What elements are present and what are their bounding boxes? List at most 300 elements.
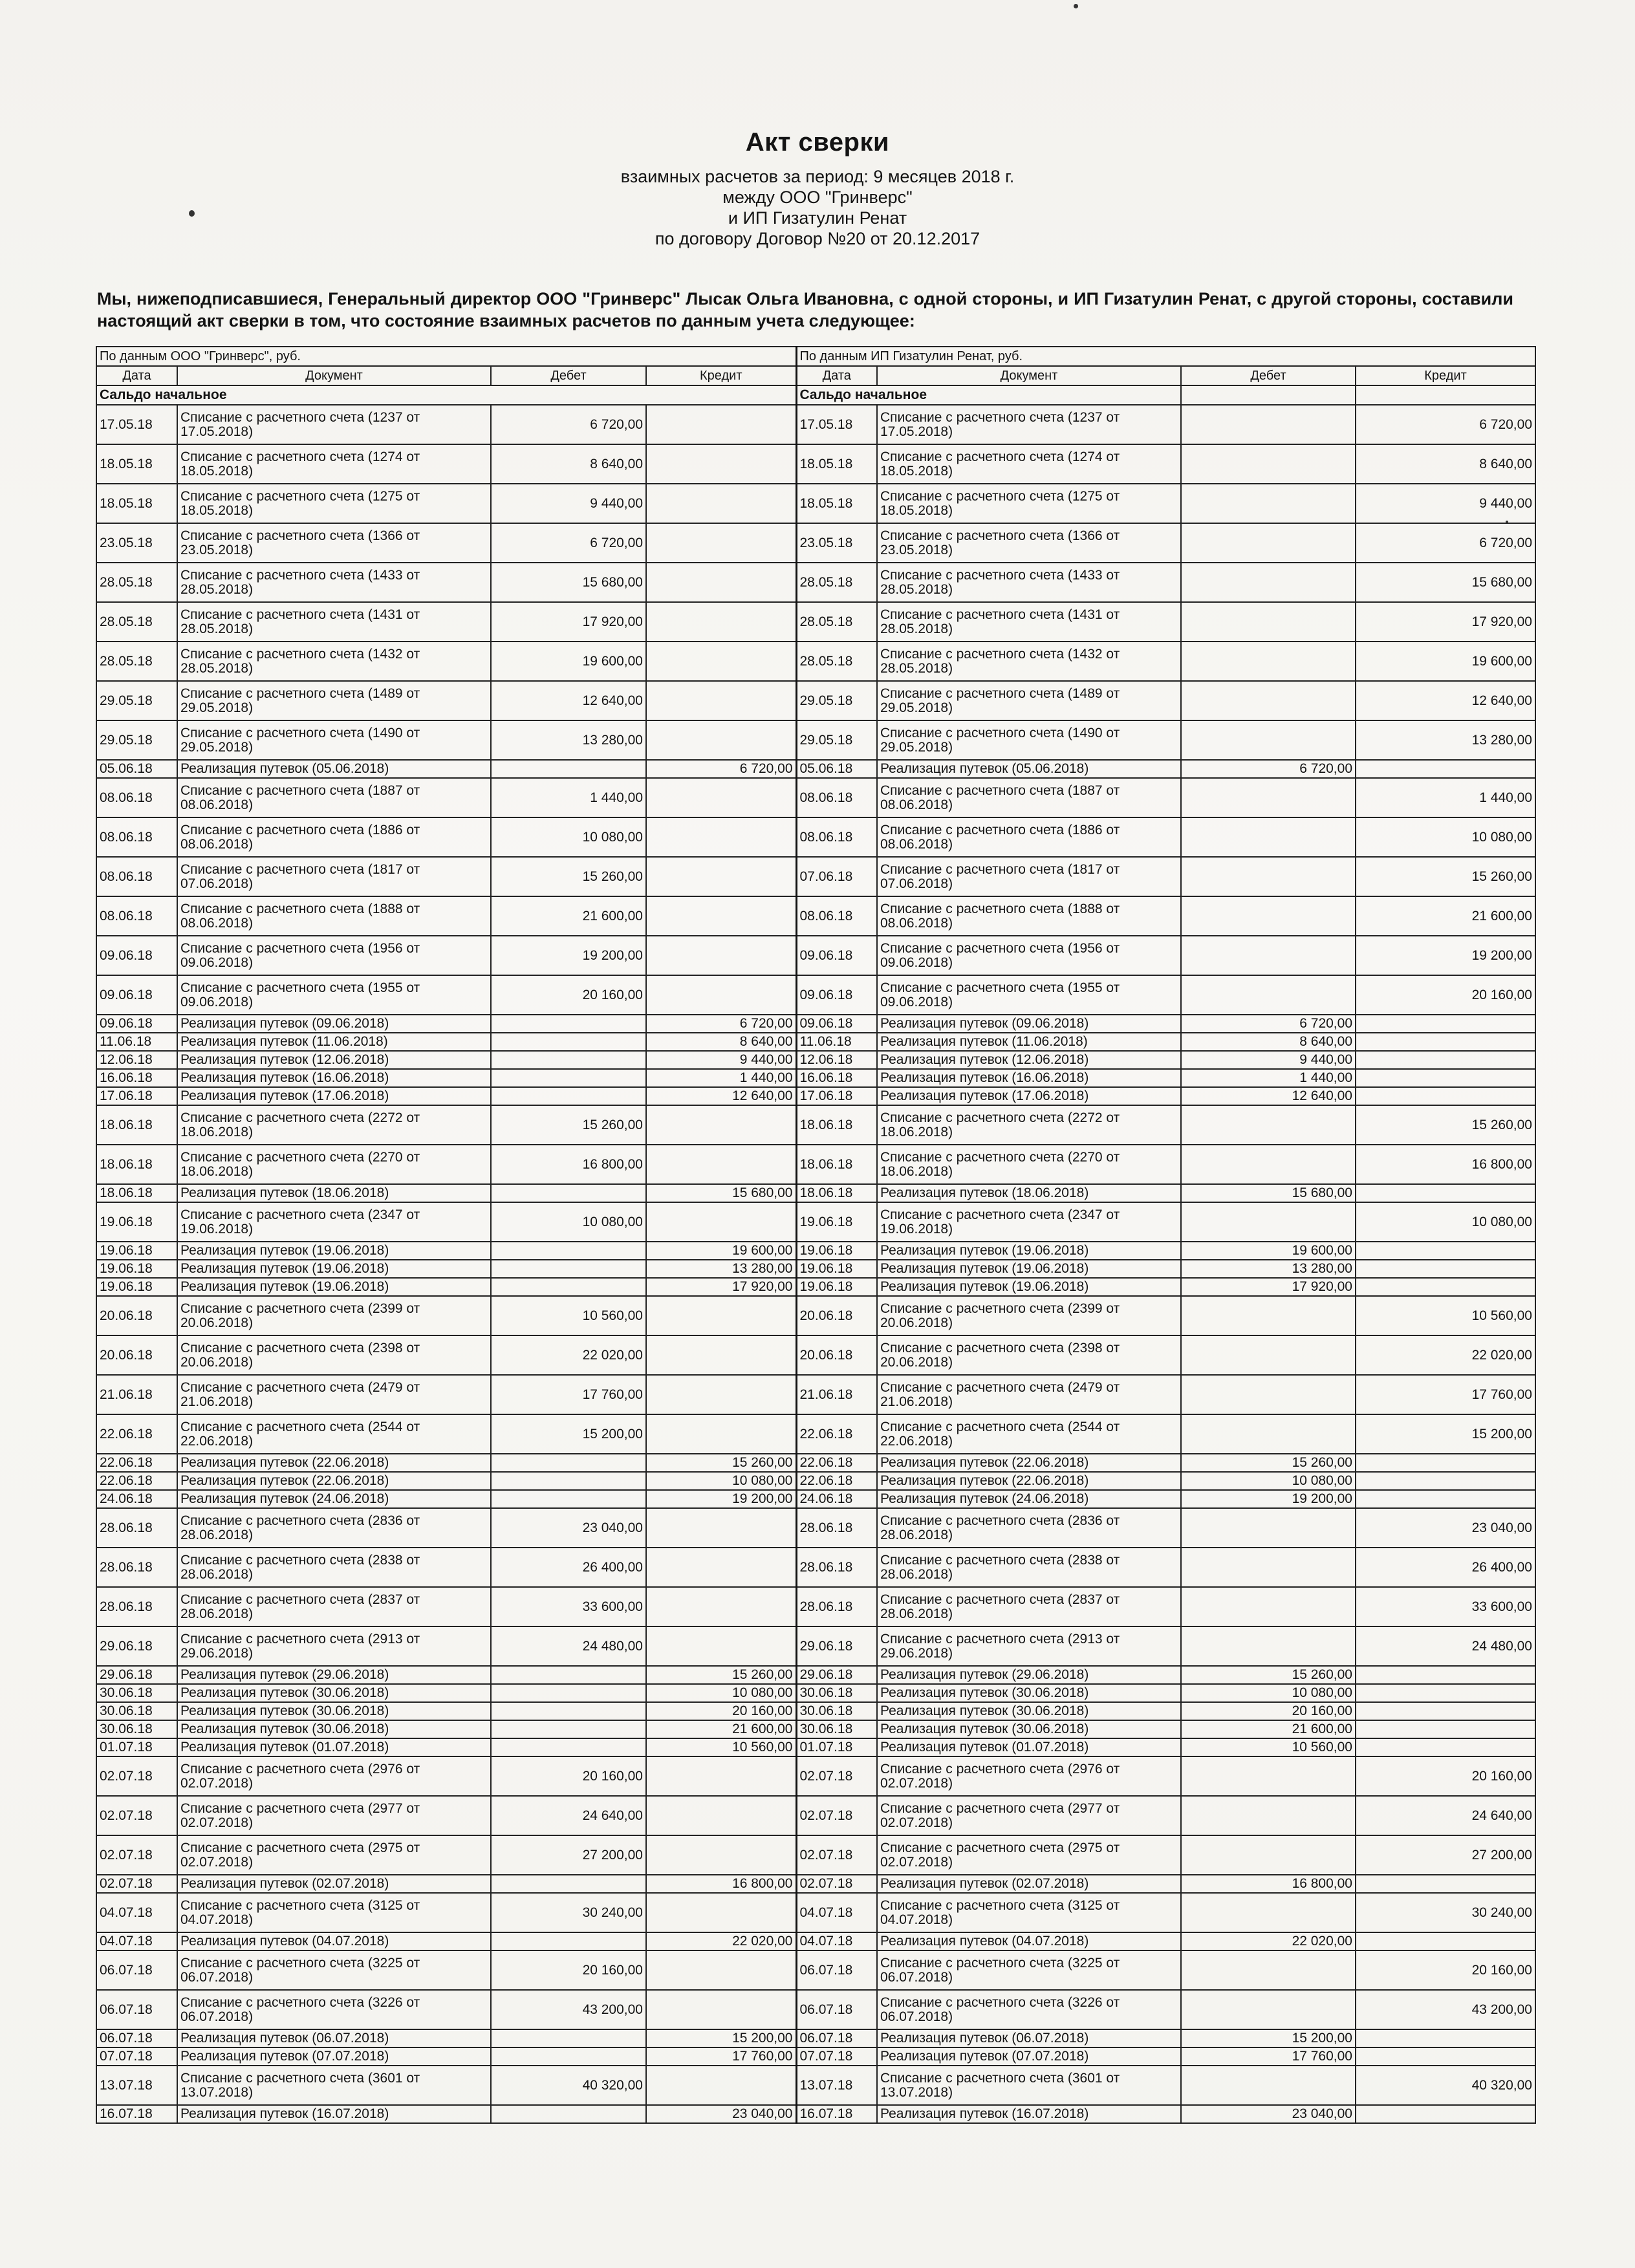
cell-date-right: 22.06.18 xyxy=(796,1454,877,1472)
cell-debit-left xyxy=(491,2029,646,2047)
cell-credit-left: 17 760,00 xyxy=(646,2047,796,2066)
cell-document-left: Списание с расчетного счета (2838 от 28.06.2018) xyxy=(177,1548,491,1587)
cell-debit-left: 10 560,00 xyxy=(491,1296,646,1335)
cell-date-right: 18.05.18 xyxy=(796,484,877,523)
cell-credit-right: 10 560,00 xyxy=(1356,1296,1535,1335)
cell-document-left: Реализация путевок (06.07.2018) xyxy=(177,2029,491,2047)
cell-date-right: 18.06.18 xyxy=(796,1184,877,1202)
cell-credit-left: 12 640,00 xyxy=(646,1087,796,1105)
table-row xyxy=(96,523,1535,563)
table-row xyxy=(96,444,1535,484)
table-row xyxy=(96,1932,1535,1950)
table-row xyxy=(96,1375,1535,1414)
table-row xyxy=(96,1335,1535,1375)
table-row xyxy=(96,1145,1535,1184)
cell-date-left: 09.06.18 xyxy=(96,975,177,1015)
cell-document-right: Реализация путевок (16.07.2018) xyxy=(877,2105,1181,2123)
cell-debit-right: 1 440,00 xyxy=(1181,1069,1356,1087)
cell-debit-left: 20 160,00 xyxy=(491,975,646,1015)
cell-document-right: Реализация путевок (19.06.2018) xyxy=(877,1278,1181,1296)
cell-document-right: Списание с расчетного счета (2398 от 20.06.2018) xyxy=(877,1335,1181,1375)
table-row xyxy=(96,1202,1535,1242)
table-row xyxy=(96,563,1535,602)
cell-date-right: 05.06.18 xyxy=(796,760,877,778)
cell-document-right: Списание с расчетного счета (2399 от 20.06.2018) xyxy=(877,1296,1181,1335)
cell-credit-left xyxy=(646,936,796,975)
cell-debit-right: 20 160,00 xyxy=(1181,1702,1356,1720)
cell-debit-left: 19 600,00 xyxy=(491,642,646,681)
table-row xyxy=(96,1087,1535,1105)
cell-credit-left: 13 280,00 xyxy=(646,1260,796,1278)
cell-document-left: Списание с расчетного счета (1955 от 09.06.2018) xyxy=(177,975,491,1015)
cell-document-left: Списание с расчетного счета (1888 от 08.06.2018) xyxy=(177,896,491,936)
cell-date-right: 24.06.18 xyxy=(796,1490,877,1508)
cell-date-right: 28.06.18 xyxy=(796,1508,877,1548)
cell-debit-right xyxy=(1181,1508,1356,1548)
cell-document-left: Списание с расчетного счета (2544 от 22.06.2018) xyxy=(177,1414,491,1454)
cell-credit-left xyxy=(646,405,796,444)
cell-credit-right: 43 200,00 xyxy=(1356,1990,1535,2029)
cell-document-left: Реализация путевок (22.06.2018) xyxy=(177,1472,491,1490)
cell-date-right: 30.06.18 xyxy=(796,1702,877,1720)
table-row xyxy=(96,1950,1535,1990)
cell-credit-right: 20 160,00 xyxy=(1356,975,1535,1015)
cell-document-right: Списание с расчетного счета (2270 от 18.06.2018) xyxy=(877,1145,1181,1184)
cell-document-left: Списание с расчетного счета (1490 от 29.05.2018) xyxy=(177,720,491,760)
cell-date-left: 08.06.18 xyxy=(96,896,177,936)
cell-credit-left xyxy=(646,1626,796,1666)
cell-debit-right xyxy=(1181,523,1356,563)
cell-date-left: 16.06.18 xyxy=(96,1069,177,1087)
cell-debit-right xyxy=(1181,857,1356,896)
opening-balance-credit-right xyxy=(1356,385,1535,405)
cell-credit-left: 6 720,00 xyxy=(646,1015,796,1033)
cell-credit-left xyxy=(646,1796,796,1835)
cell-credit-left: 9 440,00 xyxy=(646,1051,796,1069)
table-row xyxy=(96,1875,1535,1893)
cell-credit-right: 26 400,00 xyxy=(1356,1548,1535,1587)
cell-credit-right: 33 600,00 xyxy=(1356,1587,1535,1626)
table-row xyxy=(96,681,1535,720)
cell-document-right: Реализация путевок (22.06.2018) xyxy=(877,1472,1181,1490)
cell-credit-right xyxy=(1356,1184,1535,1202)
cell-debit-right xyxy=(1181,602,1356,642)
cell-document-right: Реализация путевок (06.07.2018) xyxy=(877,2029,1181,2047)
cell-document-left: Реализация путевок (19.06.2018) xyxy=(177,1278,491,1296)
cell-credit-left xyxy=(646,720,796,760)
cell-document-left: Списание с расчетного счета (1275 от 18.05.2018) xyxy=(177,484,491,523)
cell-credit-left xyxy=(646,1375,796,1414)
table-row xyxy=(96,896,1535,936)
cell-credit-left xyxy=(646,444,796,484)
cell-credit-right xyxy=(1356,2105,1535,2123)
cell-credit-left: 10 080,00 xyxy=(646,1472,796,1490)
col-header-date-right: Дата xyxy=(796,366,877,385)
cell-document-right: Списание с расчетного счета (1887 от 08.06.2018) xyxy=(877,778,1181,817)
cell-debit-right: 16 800,00 xyxy=(1181,1875,1356,1893)
cell-document-left: Реализация путевок (19.06.2018) xyxy=(177,1260,491,1278)
cell-document-left: Списание с расчетного счета (2975 от 02.07.2018) xyxy=(177,1835,491,1875)
cell-debit-left: 10 080,00 xyxy=(491,817,646,857)
cell-debit-right: 15 260,00 xyxy=(1181,1666,1356,1684)
cell-debit-left xyxy=(491,1242,646,1260)
cell-debit-left: 33 600,00 xyxy=(491,1587,646,1626)
cell-credit-right xyxy=(1356,1454,1535,1472)
cell-date-right: 23.05.18 xyxy=(796,523,877,563)
cell-document-right: Списание с расчетного счета (1886 от 08.06.2018) xyxy=(877,817,1181,857)
cell-date-right: 28.05.18 xyxy=(796,563,877,602)
cell-credit-left: 6 720,00 xyxy=(646,760,796,778)
cell-credit-right xyxy=(1356,1738,1535,1756)
cell-document-left: Списание с расчетного счета (3226 от 06.07.2018) xyxy=(177,1990,491,2029)
cell-document-right: Списание с расчетного счета (2479 от 21.06.2018) xyxy=(877,1375,1181,1414)
cell-credit-right xyxy=(1356,1490,1535,1508)
cell-debit-right: 10 560,00 xyxy=(1181,1738,1356,1756)
cell-credit-left xyxy=(646,642,796,681)
cell-document-right: Списание с расчетного счета (1432 от 28.05.2018) xyxy=(877,642,1181,681)
col-header-debit-left: Дебет xyxy=(491,366,646,385)
cell-credit-right: 15 260,00 xyxy=(1356,857,1535,896)
cell-credit-right xyxy=(1356,1875,1535,1893)
cell-credit-right: 30 240,00 xyxy=(1356,1893,1535,1932)
cell-debit-right xyxy=(1181,1796,1356,1835)
contract-line: по договору Договор №20 от 20.12.2017 xyxy=(655,229,980,248)
table-row xyxy=(96,405,1535,444)
cell-credit-left: 15 680,00 xyxy=(646,1184,796,1202)
cell-debit-right: 9 440,00 xyxy=(1181,1051,1356,1069)
cell-document-left: Списание с расчетного счета (2913 от 29.06.2018) xyxy=(177,1626,491,1666)
cell-document-left: Реализация путевок (11.06.2018) xyxy=(177,1033,491,1051)
cell-date-right: 28.05.18 xyxy=(796,642,877,681)
cell-date-left: 05.06.18 xyxy=(96,760,177,778)
cell-credit-left: 1 440,00 xyxy=(646,1069,796,1087)
cell-debit-left: 40 320,00 xyxy=(491,2066,646,2105)
cell-credit-right xyxy=(1356,1015,1535,1033)
col-header-credit-left: Кредит xyxy=(646,366,796,385)
cell-date-left: 28.05.18 xyxy=(96,602,177,642)
cell-debit-left xyxy=(491,1684,646,1702)
cell-credit-right xyxy=(1356,1069,1535,1087)
cell-credit-left xyxy=(646,563,796,602)
cell-debit-left: 15 260,00 xyxy=(491,1105,646,1145)
cell-credit-right: 24 640,00 xyxy=(1356,1796,1535,1835)
table-row xyxy=(96,2047,1535,2066)
cell-document-left: Списание с расчетного счета (3601 от 13.07.2018) xyxy=(177,2066,491,2105)
cell-credit-left: 10 080,00 xyxy=(646,1684,796,1702)
cell-debit-left xyxy=(491,1015,646,1033)
table-row xyxy=(96,602,1535,642)
cell-debit-right xyxy=(1181,1893,1356,1932)
cell-document-right: Реализация путевок (24.06.2018) xyxy=(877,1490,1181,1508)
cell-debit-left: 17 760,00 xyxy=(491,1375,646,1414)
cell-credit-left: 22 020,00 xyxy=(646,1932,796,1950)
cell-credit-right: 40 320,00 xyxy=(1356,2066,1535,2105)
cell-debit-right xyxy=(1181,1335,1356,1375)
cell-date-left: 08.06.18 xyxy=(96,778,177,817)
cell-credit-right: 16 800,00 xyxy=(1356,1145,1535,1184)
cell-date-left: 28.06.18 xyxy=(96,1548,177,1587)
cell-document-right: Списание с расчетного счета (2347 от 19.06.2018) xyxy=(877,1202,1181,1242)
cell-document-left: Реализация путевок (22.06.2018) xyxy=(177,1454,491,1472)
cell-debit-left: 6 720,00 xyxy=(491,523,646,563)
cell-credit-right: 15 200,00 xyxy=(1356,1414,1535,1454)
cell-debit-right: 13 280,00 xyxy=(1181,1260,1356,1278)
cell-document-right: Списание с расчетного счета (1817 от 07.06.2018) xyxy=(877,857,1181,896)
cell-date-left: 30.06.18 xyxy=(96,1720,177,1738)
cell-debit-left xyxy=(491,1033,646,1051)
cell-debit-left xyxy=(491,2105,646,2123)
cell-credit-left xyxy=(646,484,796,523)
cell-date-left: 02.07.18 xyxy=(96,1796,177,1835)
cell-date-right: 30.06.18 xyxy=(796,1720,877,1738)
table-row xyxy=(96,1626,1535,1666)
cell-date-right: 22.06.18 xyxy=(796,1414,877,1454)
cell-document-left: Списание с расчетного счета (2398 от 20.06.2018) xyxy=(177,1335,491,1375)
table-row xyxy=(96,760,1535,778)
cell-date-right: 13.07.18 xyxy=(796,2066,877,2105)
cell-date-left: 18.05.18 xyxy=(96,484,177,523)
cell-date-left: 01.07.18 xyxy=(96,1738,177,1756)
cell-document-left: Реализация путевок (16.06.2018) xyxy=(177,1069,491,1087)
cell-date-left: 22.06.18 xyxy=(96,1454,177,1472)
cell-credit-right: 23 040,00 xyxy=(1356,1508,1535,1548)
cell-debit-left xyxy=(491,760,646,778)
col-header-debit-right: Дебет xyxy=(1181,366,1356,385)
cell-date-right: 18.05.18 xyxy=(796,444,877,484)
cell-debit-right xyxy=(1181,1105,1356,1145)
cell-debit-right xyxy=(1181,563,1356,602)
cell-date-right: 09.06.18 xyxy=(796,975,877,1015)
cell-credit-right: 21 600,00 xyxy=(1356,896,1535,936)
cell-debit-left: 17 920,00 xyxy=(491,602,646,642)
cell-document-right: Списание с расчетного счета (2544 от 22.06.2018) xyxy=(877,1414,1181,1454)
cell-debit-right: 6 720,00 xyxy=(1181,1015,1356,1033)
cell-date-left: 30.06.18 xyxy=(96,1684,177,1702)
cell-date-right: 08.06.18 xyxy=(796,896,877,936)
cell-date-left: 22.06.18 xyxy=(96,1414,177,1454)
cell-debit-right: 19 600,00 xyxy=(1181,1242,1356,1260)
table-row xyxy=(96,1720,1535,1738)
cell-date-left: 19.06.18 xyxy=(96,1242,177,1260)
cell-credit-left xyxy=(646,602,796,642)
table-row xyxy=(96,1184,1535,1202)
cell-document-right: Списание с расчетного счета (1490 от 29.05.2018) xyxy=(877,720,1181,760)
cell-debit-right xyxy=(1181,405,1356,444)
cell-debit-right xyxy=(1181,1202,1356,1242)
cell-debit-right: 23 040,00 xyxy=(1181,2105,1356,2123)
cell-document-left: Реализация путевок (17.06.2018) xyxy=(177,1087,491,1105)
col-header-document-left: Документ xyxy=(177,366,491,385)
cell-date-right: 29.05.18 xyxy=(796,720,877,760)
cell-date-left: 09.06.18 xyxy=(96,1015,177,1033)
table-row xyxy=(96,1051,1535,1069)
cell-credit-left: 20 160,00 xyxy=(646,1702,796,1720)
reconciliation-table xyxy=(96,346,1536,2124)
cell-date-left: 28.06.18 xyxy=(96,1508,177,1548)
cell-debit-left: 6 720,00 xyxy=(491,405,646,444)
cell-credit-right xyxy=(1356,1472,1535,1490)
cell-credit-right: 1 440,00 xyxy=(1356,778,1535,817)
cell-debit-right xyxy=(1181,720,1356,760)
cell-credit-left xyxy=(646,1950,796,1990)
cell-document-left: Списание с расчетного счета (2270 от 18.06.2018) xyxy=(177,1145,491,1184)
cell-debit-right xyxy=(1181,2066,1356,2105)
cell-document-left: Списание с расчетного счета (3125 от 04.07.2018) xyxy=(177,1893,491,1932)
cell-credit-left xyxy=(646,896,796,936)
table-row xyxy=(96,1015,1535,1033)
cell-debit-left: 15 200,00 xyxy=(491,1414,646,1454)
cell-credit-left xyxy=(646,1508,796,1548)
cell-debit-right xyxy=(1181,642,1356,681)
cell-date-right: 07.06.18 xyxy=(796,857,877,896)
cell-date-left: 04.07.18 xyxy=(96,1893,177,1932)
opening-balance-right: Сальдо начальное xyxy=(796,385,1181,405)
table-row xyxy=(96,1508,1535,1548)
table-row xyxy=(96,2105,1535,2123)
cell-document-left: Списание с расчетного счета (2977 от 02.07.2018) xyxy=(177,1796,491,1835)
cell-date-left: 20.06.18 xyxy=(96,1296,177,1335)
intro-paragraph: Мы, нижеподписавшиеся, Генеральный директор ООО "Гринверс" Лысак Ольга Ивановна, с одной стороны, и ИП Гизатулин Ренат, с другой стороны, составили настоящий акт сверки в том, что состояние взаимных расчетов по данным учета следующее: xyxy=(97,289,1513,330)
cell-date-right: 11.06.18 xyxy=(796,1033,877,1051)
cell-document-right: Списание с расчетного счета (2838 от 28.06.2018) xyxy=(877,1548,1181,1587)
cell-document-right: Списание с расчетного счета (3125 от 04.07.2018) xyxy=(877,1893,1181,1932)
cell-document-right: Списание с расчетного счета (3226 от 06.07.2018) xyxy=(877,1990,1181,2029)
table-row xyxy=(96,1490,1535,1508)
table-row xyxy=(96,1684,1535,1702)
cell-credit-right: 6 720,00 xyxy=(1356,523,1535,563)
cell-credit-left xyxy=(646,523,796,563)
cell-document-left: Реализация путевок (04.07.2018) xyxy=(177,1932,491,1950)
cell-date-left: 12.06.18 xyxy=(96,1051,177,1069)
cell-date-right: 28.06.18 xyxy=(796,1548,877,1587)
cell-debit-left xyxy=(491,1932,646,1950)
cell-date-left: 20.06.18 xyxy=(96,1335,177,1375)
cell-date-left: 07.07.18 xyxy=(96,2047,177,2066)
cell-credit-right xyxy=(1356,1087,1535,1105)
table-row xyxy=(96,1242,1535,1260)
cell-date-left: 11.06.18 xyxy=(96,1033,177,1051)
cell-date-right: 20.06.18 xyxy=(796,1296,877,1335)
cell-debit-right: 6 720,00 xyxy=(1181,760,1356,778)
opening-balance-left: Сальдо начальное xyxy=(96,385,796,405)
cell-debit-right xyxy=(1181,1756,1356,1796)
cell-date-right: 02.07.18 xyxy=(796,1875,877,1893)
table-row xyxy=(96,642,1535,681)
cell-document-right: Реализация путевок (19.06.2018) xyxy=(877,1260,1181,1278)
cell-date-right: 02.07.18 xyxy=(796,1796,877,1835)
cell-document-right: Реализация путевок (07.07.2018) xyxy=(877,2047,1181,2066)
cell-date-left: 29.05.18 xyxy=(96,681,177,720)
cell-date-right: 04.07.18 xyxy=(796,1893,877,1932)
cell-credit-right: 24 480,00 xyxy=(1356,1626,1535,1666)
cell-debit-left xyxy=(491,1260,646,1278)
table-row xyxy=(96,1990,1535,2029)
cell-credit-left xyxy=(646,1756,796,1796)
cell-document-left: Списание с расчетного счета (1956 от 09.06.2018) xyxy=(177,936,491,975)
document-title: Акт сверки xyxy=(745,128,890,157)
cell-credit-left xyxy=(646,778,796,817)
cell-document-right: Списание с расчетного счета (2837 от 28.06.2018) xyxy=(877,1587,1181,1626)
table-row xyxy=(96,1105,1535,1145)
cell-credit-right: 17 760,00 xyxy=(1356,1375,1535,1414)
cell-credit-left xyxy=(646,1105,796,1145)
table-row xyxy=(96,484,1535,523)
cell-date-right: 29.05.18 xyxy=(796,681,877,720)
cell-date-right: 06.07.18 xyxy=(796,2029,877,2047)
cell-credit-left xyxy=(646,1893,796,1932)
cell-document-left: Списание с расчетного счета (1887 от 08.06.2018) xyxy=(177,778,491,817)
col-header-document-right: Документ xyxy=(877,366,1181,385)
cell-debit-left: 8 640,00 xyxy=(491,444,646,484)
table-row xyxy=(96,1893,1535,1932)
cell-document-left: Списание с расчетного счета (2479 от 21.06.2018) xyxy=(177,1375,491,1414)
cell-document-left: Реализация путевок (24.06.2018) xyxy=(177,1490,491,1508)
cell-debit-left: 19 200,00 xyxy=(491,936,646,975)
cell-date-right: 19.06.18 xyxy=(796,1242,877,1260)
cell-date-right: 09.06.18 xyxy=(796,936,877,975)
cell-debit-right: 21 600,00 xyxy=(1181,1720,1356,1738)
cell-document-right: Списание с расчетного счета (1956 от 09.06.2018) xyxy=(877,936,1181,975)
cell-document-right: Списание с расчетного счета (2975 от 02.07.2018) xyxy=(877,1835,1181,1875)
cell-date-left: 19.06.18 xyxy=(96,1260,177,1278)
cell-date-right: 02.07.18 xyxy=(796,1756,877,1796)
cell-document-right: Реализация путевок (30.06.2018) xyxy=(877,1702,1181,1720)
cell-date-right: 21.06.18 xyxy=(796,1375,877,1414)
cell-document-right: Реализация путевок (01.07.2018) xyxy=(877,1738,1181,1756)
opening-balance-debit-right xyxy=(1181,385,1356,405)
cell-credit-right xyxy=(1356,1932,1535,1950)
col-header-date-left: Дата xyxy=(96,366,177,385)
table-row xyxy=(96,1796,1535,1835)
cell-credit-left: 21 600,00 xyxy=(646,1720,796,1738)
cell-document-left: Списание с расчетного счета (1431 от 28.05.2018) xyxy=(177,602,491,642)
cell-date-left: 28.05.18 xyxy=(96,642,177,681)
cell-date-left: 16.07.18 xyxy=(96,2105,177,2123)
cell-document-left: Списание с расчетного счета (1237 от 17.05.2018) xyxy=(177,405,491,444)
cell-credit-left: 19 200,00 xyxy=(646,1490,796,1508)
cell-date-right: 29.06.18 xyxy=(796,1626,877,1666)
party-line-1: между ООО "Гринверс" xyxy=(722,188,913,207)
cell-document-right: Реализация путевок (22.06.2018) xyxy=(877,1454,1181,1472)
cell-debit-left: 15 260,00 xyxy=(491,857,646,896)
cell-document-left: Списание с расчетного счета (2347 от 19.06.2018) xyxy=(177,1202,491,1242)
cell-date-right: 07.07.18 xyxy=(796,2047,877,2066)
cell-date-left: 18.06.18 xyxy=(96,1105,177,1145)
cell-date-left: 29.06.18 xyxy=(96,1626,177,1666)
cell-date-left: 24.06.18 xyxy=(96,1490,177,1508)
cell-document-left: Реализация путевок (30.06.2018) xyxy=(177,1720,491,1738)
cell-document-left: Списание с расчетного счета (1817 от 07.06.2018) xyxy=(177,857,491,896)
cell-credit-right xyxy=(1356,1666,1535,1684)
cell-date-right: 08.06.18 xyxy=(796,817,877,857)
cell-date-left: 18.06.18 xyxy=(96,1184,177,1202)
cell-document-left: Реализация путевок (16.07.2018) xyxy=(177,2105,491,2123)
cell-debit-left xyxy=(491,2047,646,2066)
cell-credit-left xyxy=(646,975,796,1015)
cell-date-left: 28.06.18 xyxy=(96,1587,177,1626)
cell-date-left: 09.06.18 xyxy=(96,936,177,975)
cell-document-left: Реализация путевок (02.07.2018) xyxy=(177,1875,491,1893)
cell-document-right: Списание с расчетного счета (1275 от 18.05.2018) xyxy=(877,484,1181,523)
cell-debit-left: 1 440,00 xyxy=(491,778,646,817)
cell-debit-right: 10 080,00 xyxy=(1181,1472,1356,1490)
cell-document-left: Списание с расчетного счета (1489 от 29.05.2018) xyxy=(177,681,491,720)
cell-document-right: Реализация путевок (29.06.2018) xyxy=(877,1666,1181,1684)
cell-debit-right: 12 640,00 xyxy=(1181,1087,1356,1105)
cell-document-right: Реализация путевок (12.06.2018) xyxy=(877,1051,1181,1069)
cell-document-right: Списание с расчетного счета (2913 от 29.06.2018) xyxy=(877,1626,1181,1666)
cell-debit-left xyxy=(491,1184,646,1202)
